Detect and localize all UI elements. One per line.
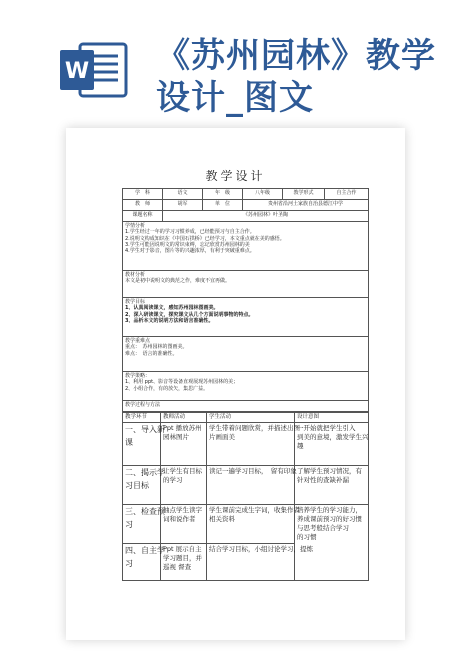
design-intent: 养成课前预习的好习惯	[297, 515, 362, 524]
teacher-activity: Ppt 展示自主	[163, 545, 202, 554]
document-title: 教学设计	[205, 169, 266, 183]
design-intent: 到美的意境，激发学生兴	[297, 433, 369, 442]
objective-line: 3、品析本文的说明方法和语言准确性。	[125, 317, 214, 324]
learner-analysis-line: 2.说明文构成知识在《中国石拱桥》已经学习，本文重点就在美的感悟。	[125, 235, 285, 242]
design-intent: 与思考般结合学习	[297, 523, 349, 532]
stage-text: 习目标	[125, 481, 149, 491]
unit-label: 单 位	[203, 200, 243, 211]
stage-text: 习	[125, 559, 133, 569]
student-activity: 学生带着问题欣赏，并描述出图	[209, 424, 300, 433]
info-row-2	[123, 200, 369, 211]
process-table	[122, 412, 369, 581]
teacher-activity: 的学习	[163, 476, 183, 485]
text-analysis-line: 本文是初中说明文的典范之作，难度不宜再做。	[125, 278, 231, 285]
text-analysis-heading: 教材分析	[125, 272, 146, 278]
process-row	[123, 466, 369, 505]
page-header	[0, 0, 474, 128]
lesson-label: 课题名称	[123, 211, 163, 222]
objectives-row	[123, 298, 369, 337]
student-activity: 片画面美	[209, 433, 235, 442]
objective-line: 2、深入研读课文，探究课文从几个方面说明事物的特点。	[125, 311, 254, 318]
grade-label: 年 级	[203, 189, 243, 200]
svg-text:W: W	[64, 59, 90, 84]
stage-text: 一、导入新	[125, 425, 165, 435]
stage-text: 课	[125, 438, 133, 448]
teacher-activity: 让学生有目标	[163, 467, 202, 476]
stage-text: 二、揭示学	[125, 468, 165, 478]
info-row-3	[123, 211, 369, 222]
design-intent: 的习惯	[297, 532, 317, 541]
design-intent: 了解学生预习情况，有	[297, 467, 362, 476]
page-title-line-1: 《苏州园林》教学	[156, 36, 436, 76]
key-points-heading: 教学重难点	[125, 338, 151, 344]
stage-text: 三、检查预	[125, 507, 165, 517]
teacher-label: 教 师	[123, 200, 163, 211]
teacher-activity: 词和说作者	[163, 515, 196, 524]
learner-analysis-line: 4.学生对于影音，图片等的兴趣浓厚，有利于突破重难点。	[125, 248, 255, 254]
process-heading-row	[123, 401, 369, 412]
teacher-activity: Ppt 播放苏州	[163, 424, 202, 433]
grade-value: 八年级	[243, 189, 283, 200]
text-analysis-row	[123, 271, 369, 298]
subject-value: 语文	[163, 189, 203, 200]
page-title-line-2: 设计_图文	[156, 78, 314, 118]
unit-value: 贵州省沿河土家族自治县德江中学	[243, 200, 369, 211]
objectives-heading: 教学目标	[125, 299, 146, 305]
learner-analysis-line: 1.学生经过一年的学习习惯养成，已经能预习与自主合作。	[125, 229, 255, 236]
stage-text: 四、自主学	[125, 546, 165, 556]
process-col-intent: 设计意图	[295, 413, 369, 423]
process-col-stage: 教学环节	[123, 413, 161, 423]
method-value: 自主合作	[325, 189, 369, 200]
process-row	[123, 423, 369, 466]
student-activity: 读记一遍学习目标， 留有印象	[209, 467, 297, 476]
key-point-line: 难点： 语言的准确性。	[125, 350, 178, 357]
process-header-row	[123, 413, 369, 423]
lesson-plan-table	[122, 188, 368, 581]
student-activity: 相关资料	[209, 515, 235, 524]
process-heading: 教学过程与方法	[123, 401, 369, 412]
teacher-activity: 园林图片	[163, 433, 189, 442]
word-document-icon	[58, 40, 130, 100]
key-points-row	[123, 337, 369, 372]
process-col-student: 学生活动	[207, 413, 295, 423]
info-row-1	[123, 189, 369, 200]
process-col-teacher: 教师活动	[161, 413, 207, 423]
stage-text: 习	[125, 520, 133, 530]
strategy-row	[123, 372, 369, 401]
objective-line: 1、认真阅读课文，感知苏州园林图画美。	[125, 305, 219, 312]
design-intent: 针对性的查缺补漏	[297, 476, 349, 485]
learner-analysis-line: 3.学生可能因说明文的常识束缚，忘记欣赏苏州园林的美	[125, 241, 250, 248]
key-point-line: 重点： 苏州园林的图画美。	[125, 344, 188, 351]
learner-analysis-heading: 学情分析	[125, 223, 146, 229]
lesson-value: 《苏州园林》叶圣陶	[163, 211, 369, 222]
strategy-heading: 教学策略：	[125, 373, 151, 379]
design-intent: 一开始就把学生引入	[297, 424, 356, 433]
student-activity: 结合学习目标，小组讨论学习，提炼	[209, 545, 313, 554]
strategy-line: 2、小组合作，有的放矢，集思广益。	[125, 385, 209, 392]
method-label: 教学形式	[283, 189, 325, 200]
process-row	[123, 505, 369, 544]
subject-label: 学 科	[123, 189, 163, 200]
strategy-line: 1、利用 ppt、影音等设备直观展现苏州园林的美；	[125, 379, 239, 386]
info-table	[122, 188, 369, 412]
learner-analysis-row	[123, 222, 369, 271]
teacher-activity: 抽点学生读字	[163, 506, 202, 515]
teacher-activity: 学习题目，并	[163, 554, 202, 563]
teacher-value: 胡军	[163, 200, 203, 211]
document-preview	[66, 128, 405, 640]
design-intent: 趣	[297, 441, 304, 450]
design-intent: 培养学生的学习能力，	[297, 506, 362, 515]
teacher-activity: 巡视 督查	[163, 562, 192, 571]
student-activity: 学生课前完成生字词，收集作者	[209, 506, 300, 515]
